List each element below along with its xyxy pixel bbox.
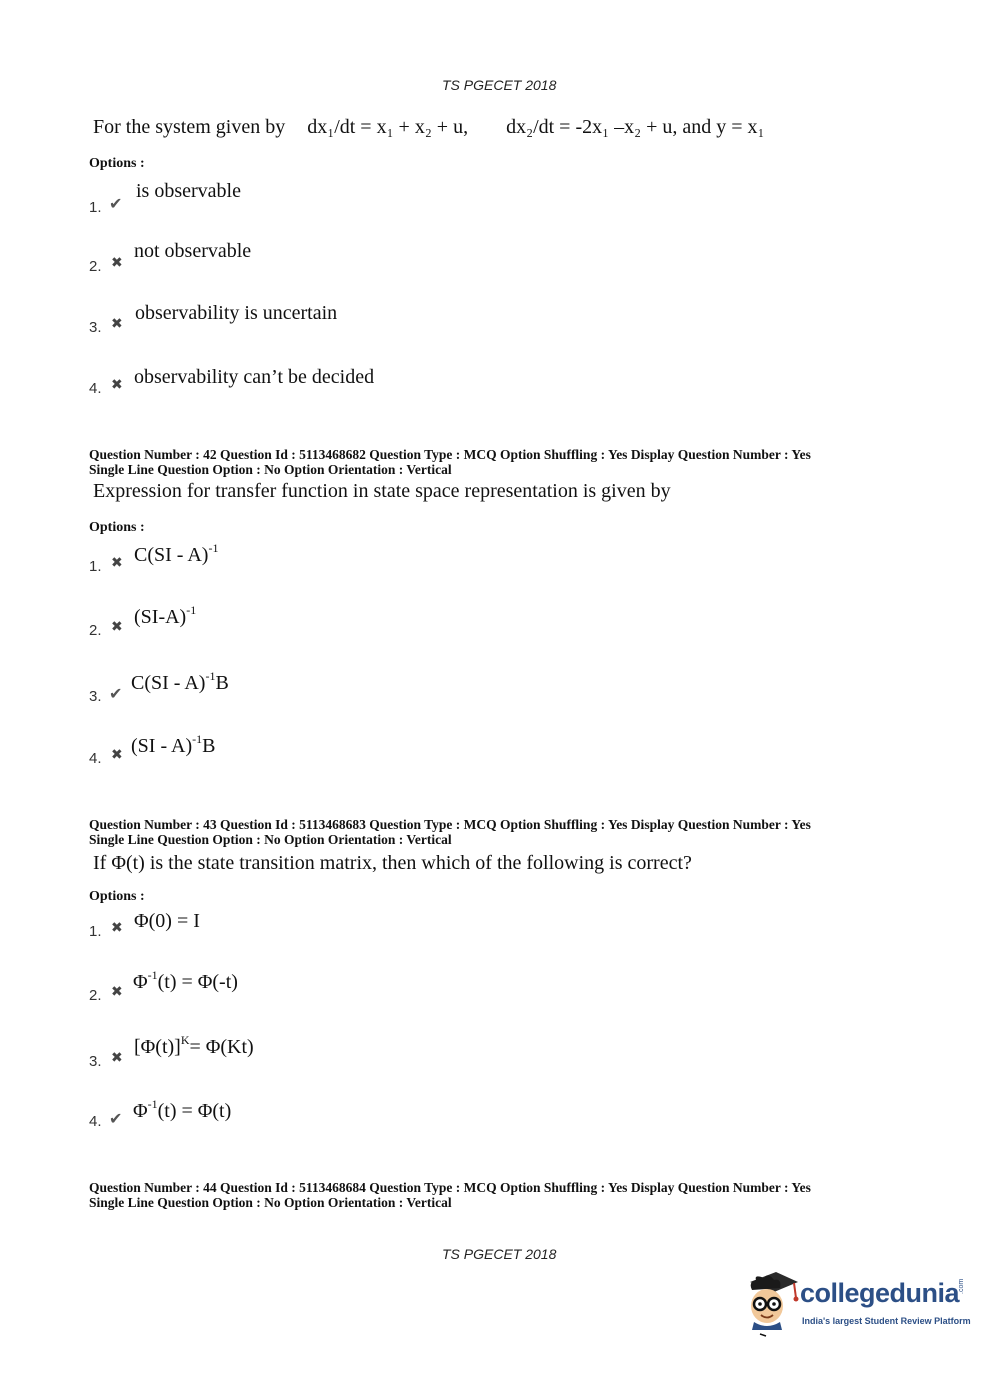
cross-icon: ✖	[111, 555, 123, 571]
q41-equation-2: dx₂/dt = -2x₁ –x₂ + u, and y = x₁	[506, 116, 765, 138]
option-number: 4.	[89, 380, 102, 397]
option-text: not observable	[134, 240, 252, 262]
cross-icon: ✖	[111, 747, 123, 763]
q43-meta-line-1: Question Number : 43 Question Id : 5113468683 Question Type : MCQ Option Shuffling : Yes Display Question Number : Yes	[89, 817, 811, 832]
q41-text-prefix: For the system given by	[93, 116, 286, 138]
cross-icon: ✖	[111, 377, 123, 393]
check-icon: ✔	[109, 1109, 123, 1128]
cross-icon: ✖	[111, 619, 123, 635]
option-number: 4.	[89, 750, 102, 767]
option-number: 2.	[89, 258, 102, 275]
collegedunia-logo	[742, 1270, 972, 1340]
check-icon: ✔	[109, 194, 123, 213]
logo-tagline: India's largest Student Review Platform	[802, 1316, 971, 1326]
q42-options-label: Options :	[89, 520, 145, 535]
q44-meta-line-2: Single Line Question Option : No Option Orientation : Vertical	[89, 1195, 452, 1210]
option-text: C(SI - A)$^{-1}$	[134, 541, 219, 566]
page-footer: TS PGECET 2018	[442, 1246, 557, 1262]
page-header: TS PGECET 2018	[442, 77, 557, 93]
q43-meta	[89, 817, 811, 847]
logo-suffix: .com	[958, 1278, 965, 1294]
cross-icon: ✖	[111, 316, 123, 332]
q44-meta-line-1: Question Number : 44 Question Id : 5113468684 Question Type : MCQ Option Shuffling : Yes Display Question Number : Yes	[89, 1180, 811, 1195]
option-number: 2.	[89, 622, 102, 639]
option-text: observability can’t be decided	[134, 366, 375, 388]
q41-options-label: Options :	[89, 156, 145, 171]
q43-options-label: Options :	[89, 889, 145, 904]
option-number: 3.	[89, 319, 102, 336]
q43-text: If Φ(t) is the state transition matrix, then which of the following is correct?	[93, 852, 692, 874]
q43-meta-line-2: Single Line Question Option : No Option Orientation : Vertical	[89, 832, 452, 847]
option-text: C(SI - A)$^{-1}$B	[131, 669, 229, 694]
cross-icon: ✖	[111, 920, 123, 936]
option-text: $(SI-A)^{-1}$	[134, 603, 197, 628]
check-icon: ✔	[109, 684, 123, 703]
option-text: is observable	[136, 180, 241, 202]
option-text: observability is uncertain	[135, 302, 338, 324]
option-text: $\Phi^{-1}(t) = \Phi(t)$	[133, 1097, 232, 1122]
q41-equation-1: dx₁/dt = x₁ + x₂ + u,	[307, 116, 469, 138]
q42-text: Expression for transfer function in state space representation is given by	[93, 480, 671, 502]
option-number: 2.	[89, 987, 102, 1004]
option-text: Φ(0) = I	[134, 910, 200, 932]
cross-icon: ✖	[111, 984, 123, 1000]
logo-brand: collegedunia	[800, 1278, 960, 1308]
option-number: 3.	[89, 688, 102, 705]
option-number: 1.	[89, 558, 102, 575]
option-text: $[\Phi(t)]^K= \Phi(Kt)$	[134, 1033, 254, 1058]
option-text: $\Phi^{-1}(t) = \Phi(-t)$	[133, 968, 238, 993]
cross-icon: ✖	[111, 255, 123, 271]
option-number: 3.	[89, 1053, 102, 1070]
option-number: 4.	[89, 1113, 102, 1130]
option-text: (SI - A)$^{-1}$B	[131, 732, 216, 757]
q42-meta-line-2: Single Line Question Option : No Option Orientation : Vertical	[89, 462, 452, 477]
cross-icon: ✖	[111, 1050, 123, 1066]
q44-meta	[89, 1180, 811, 1210]
q41-text	[93, 116, 764, 139]
option-number: 1.	[89, 923, 102, 940]
q42-meta	[89, 447, 811, 477]
q42-meta-line-1: Question Number : 42 Question Id : 5113468682 Question Type : MCQ Option Shuffling : Yes Display Question Number : Yes	[89, 447, 811, 462]
mascot-icon	[742, 1270, 802, 1340]
option-number: 1.	[89, 199, 102, 216]
